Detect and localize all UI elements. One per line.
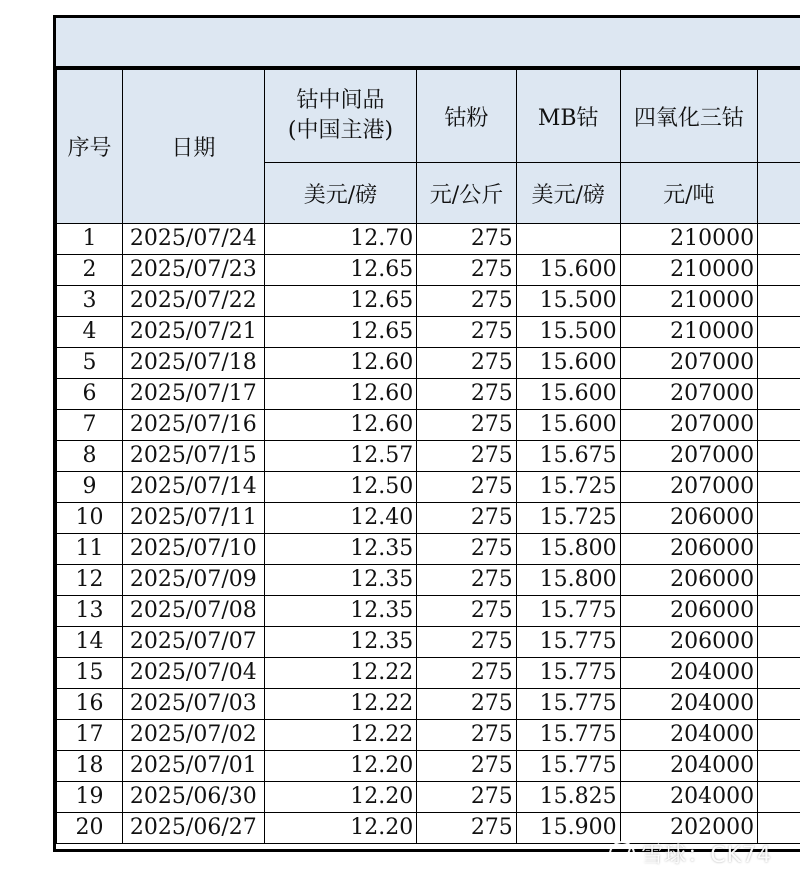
- header-oxide: 四氧化三钴: [620, 70, 757, 163]
- cell-mb: [516, 224, 620, 255]
- cell-seq: 16: [57, 689, 123, 720]
- cell-seq: 4: [57, 317, 123, 348]
- cell-mb: 15.800: [516, 534, 620, 565]
- unit-intermediate: 美元/磅: [264, 163, 417, 224]
- cell-intermediate: 12.22: [264, 658, 417, 689]
- cell-powder: 275: [417, 286, 517, 317]
- table-row: [57, 751, 800, 782]
- cell-intermediate: 12.22: [264, 720, 417, 751]
- cell-oxide: 206000: [620, 627, 757, 658]
- cell-oxide: 207000: [620, 441, 757, 472]
- cell-date: 2025/07/18: [123, 348, 265, 379]
- cell-powder: 275: [417, 472, 517, 503]
- cell-date: 2025/07/17: [123, 379, 265, 410]
- cell-oxide: 206000: [620, 503, 757, 534]
- table-row: [57, 720, 800, 751]
- cell-intermediate: 12.35: [264, 534, 417, 565]
- cell-extra: [758, 441, 800, 472]
- cell-seq: 3: [57, 286, 123, 317]
- cell-oxide: 210000: [620, 255, 757, 286]
- cell-intermediate: 12.60: [264, 348, 417, 379]
- header-mb: MB钴: [516, 70, 620, 163]
- cell-mb: 15.600: [516, 255, 620, 286]
- cell-intermediate: 12.60: [264, 379, 417, 410]
- cell-date: 2025/07/24: [123, 224, 265, 255]
- cell-intermediate: 12.70: [264, 224, 417, 255]
- table-row: [57, 503, 800, 534]
- cell-seq: 9: [57, 472, 123, 503]
- cell-date: 2025/07/03: [123, 689, 265, 720]
- table-row: [57, 441, 800, 472]
- cell-seq: 15: [57, 658, 123, 689]
- cell-date: 2025/07/07: [123, 627, 265, 658]
- unit-extra: [758, 163, 800, 224]
- cell-extra: [758, 503, 800, 534]
- cell-powder: 275: [417, 503, 517, 534]
- cell-oxide: 206000: [620, 596, 757, 627]
- cell-extra: [758, 751, 800, 782]
- cell-oxide: 204000: [620, 720, 757, 751]
- cell-powder: 275: [417, 255, 517, 286]
- cell-date: 2025/07/10: [123, 534, 265, 565]
- cell-mb: 15.775: [516, 627, 620, 658]
- cell-mb: 15.775: [516, 720, 620, 751]
- cell-mb: 15.675: [516, 441, 620, 472]
- cell-seq: 18: [57, 751, 123, 782]
- cell-date: 2025/07/22: [123, 286, 265, 317]
- cell-powder: 275: [417, 813, 517, 844]
- table-row: [57, 534, 800, 565]
- cell-powder: 275: [417, 317, 517, 348]
- cell-oxide: 210000: [620, 224, 757, 255]
- cell-intermediate: 12.35: [264, 565, 417, 596]
- table-row: [57, 379, 800, 410]
- cell-powder: 275: [417, 410, 517, 441]
- cell-seq: 20: [57, 813, 123, 844]
- cobalt-price-table: [56, 69, 800, 844]
- cell-powder: 275: [417, 627, 517, 658]
- table-row: [57, 317, 800, 348]
- cell-date: 2025/07/01: [123, 751, 265, 782]
- cell-oxide: 202000: [620, 813, 757, 844]
- cell-date: 2025/06/30: [123, 782, 265, 813]
- cell-intermediate: 12.40: [264, 503, 417, 534]
- table-row: [57, 410, 800, 441]
- cell-powder: 275: [417, 534, 517, 565]
- cell-date: 2025/07/21: [123, 317, 265, 348]
- table-body: [57, 224, 800, 844]
- cell-intermediate: 12.20: [264, 813, 417, 844]
- cell-date: 2025/07/04: [123, 658, 265, 689]
- cell-powder: 275: [417, 720, 517, 751]
- cell-extra: [758, 658, 800, 689]
- cell-oxide: 206000: [620, 534, 757, 565]
- cell-intermediate: 12.35: [264, 596, 417, 627]
- cell-seq: 2: [57, 255, 123, 286]
- watermark: [609, 838, 772, 869]
- cell-extra: [758, 317, 800, 348]
- header-extra: [758, 70, 800, 163]
- cell-extra: [758, 627, 800, 658]
- cell-seq: 14: [57, 627, 123, 658]
- cell-seq: 19: [57, 782, 123, 813]
- cell-intermediate: 12.35: [264, 627, 417, 658]
- cell-date: 2025/07/11: [123, 503, 265, 534]
- cell-extra: [758, 720, 800, 751]
- cell-seq: 11: [57, 534, 123, 565]
- cell-intermediate: 12.65: [264, 255, 417, 286]
- table-row: [57, 286, 800, 317]
- table-row: [57, 565, 800, 596]
- cell-powder: 275: [417, 348, 517, 379]
- cell-extra: [758, 224, 800, 255]
- cell-mb: 15.775: [516, 751, 620, 782]
- header-intermediate: 钴中间品 (中国主港): [264, 70, 417, 163]
- cell-powder: 275: [417, 441, 517, 472]
- cell-date: 2025/06/27: [123, 813, 265, 844]
- cell-oxide: 207000: [620, 472, 757, 503]
- title-bar: [56, 18, 800, 69]
- table-row: [57, 658, 800, 689]
- cell-oxide: 207000: [620, 410, 757, 441]
- cell-date: 2025/07/09: [123, 565, 265, 596]
- cell-seq: 13: [57, 596, 123, 627]
- cell-intermediate: 12.65: [264, 317, 417, 348]
- cell-powder: 275: [417, 596, 517, 627]
- table-row: [57, 596, 800, 627]
- cell-extra: [758, 255, 800, 286]
- xueqiu-logo-icon: [609, 841, 635, 867]
- cell-seq: 17: [57, 720, 123, 751]
- cell-extra: [758, 410, 800, 441]
- table-row: [57, 782, 800, 813]
- cell-date: 2025/07/15: [123, 441, 265, 472]
- cell-intermediate: 12.22: [264, 689, 417, 720]
- header-powder: 钴粉: [417, 70, 517, 163]
- cell-mb: 15.775: [516, 658, 620, 689]
- cell-seq: 8: [57, 441, 123, 472]
- cell-date: 2025/07/02: [123, 720, 265, 751]
- cell-mb: 15.500: [516, 317, 620, 348]
- cell-extra: [758, 689, 800, 720]
- cell-oxide: 204000: [620, 751, 757, 782]
- cell-mb: 15.600: [516, 379, 620, 410]
- table-row: [57, 348, 800, 379]
- cell-seq: 12: [57, 565, 123, 596]
- cell-mb: 15.900: [516, 813, 620, 844]
- table-row: [57, 689, 800, 720]
- cell-extra: [758, 379, 800, 410]
- table-row: [57, 627, 800, 658]
- cell-intermediate: 12.65: [264, 286, 417, 317]
- cell-extra: [758, 348, 800, 379]
- cell-date: 2025/07/08: [123, 596, 265, 627]
- table-row: [57, 255, 800, 286]
- cell-mb: 15.725: [516, 472, 620, 503]
- price-sheet: [53, 15, 800, 852]
- cell-oxide: 204000: [620, 689, 757, 720]
- cell-oxide: 207000: [620, 348, 757, 379]
- table-row: [57, 472, 800, 503]
- cell-oxide: 206000: [620, 565, 757, 596]
- cell-seq: 5: [57, 348, 123, 379]
- cell-intermediate: 12.50: [264, 472, 417, 503]
- cell-date: 2025/07/14: [123, 472, 265, 503]
- cell-powder: 275: [417, 782, 517, 813]
- cell-powder: 275: [417, 224, 517, 255]
- cell-seq: 6: [57, 379, 123, 410]
- unit-mb: 美元/磅: [516, 163, 620, 224]
- cell-extra: [758, 286, 800, 317]
- cell-oxide: 204000: [620, 782, 757, 813]
- cell-mb: 15.775: [516, 596, 620, 627]
- cell-mb: 15.600: [516, 348, 620, 379]
- cell-powder: 275: [417, 658, 517, 689]
- cell-mb: 15.825: [516, 782, 620, 813]
- unit-powder: 元/公斤: [417, 163, 517, 224]
- header-row: [57, 70, 800, 163]
- cell-intermediate: 12.20: [264, 782, 417, 813]
- table-row: [57, 224, 800, 255]
- unit-oxide: 元/吨: [620, 163, 757, 224]
- cell-oxide: 207000: [620, 379, 757, 410]
- cell-date: 2025/07/16: [123, 410, 265, 441]
- cell-seq: 7: [57, 410, 123, 441]
- cell-powder: 275: [417, 751, 517, 782]
- header-date: 日期: [123, 70, 265, 224]
- cell-seq: 10: [57, 503, 123, 534]
- cell-mb: 15.500: [516, 286, 620, 317]
- cell-extra: [758, 565, 800, 596]
- cell-powder: 275: [417, 689, 517, 720]
- cell-mb: 15.725: [516, 503, 620, 534]
- cell-mb: 15.775: [516, 689, 620, 720]
- cell-oxide: 210000: [620, 317, 757, 348]
- header-seq: 序号: [57, 70, 123, 224]
- cell-powder: 275: [417, 565, 517, 596]
- cell-oxide: 204000: [620, 658, 757, 689]
- cell-intermediate: 12.20: [264, 751, 417, 782]
- cell-seq: 1: [57, 224, 123, 255]
- cell-intermediate: 12.57: [264, 441, 417, 472]
- watermark-text: 雪球：CK74: [641, 843, 772, 868]
- cell-intermediate: 12.60: [264, 410, 417, 441]
- cell-mb: 15.800: [516, 565, 620, 596]
- cell-mb: 15.600: [516, 410, 620, 441]
- cell-extra: [758, 596, 800, 627]
- cell-extra: [758, 782, 800, 813]
- cell-extra: [758, 472, 800, 503]
- cell-oxide: 210000: [620, 286, 757, 317]
- cell-extra: [758, 534, 800, 565]
- cell-date: 2025/07/23: [123, 255, 265, 286]
- cell-powder: 275: [417, 379, 517, 410]
